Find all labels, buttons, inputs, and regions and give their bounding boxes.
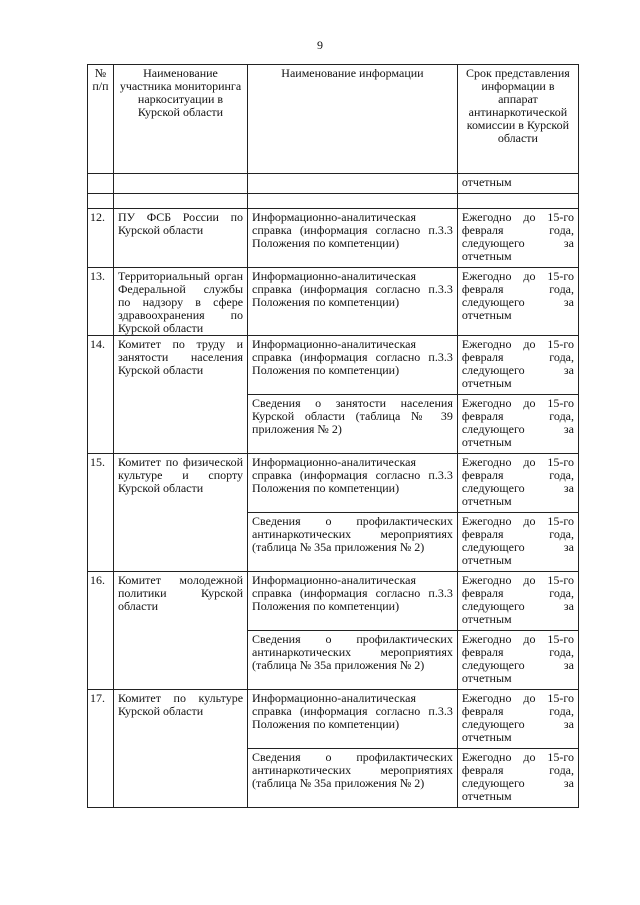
header-info: Наименование информации [248,65,458,174]
information-name: Информационно-аналитическая справка (информация согласно п.3.3 Положения по компетенции) [248,454,458,513]
continuation-row [88,174,579,194]
information-name: Сведения о профилактических антинаркотических мероприятиях (таблица № 35а приложения № 2) [248,631,458,690]
table-row [88,572,579,631]
submission-term: Ежегодно до 15-го февраля года, следующего за отчетным [457,395,578,454]
information-name: Информационно-аналитическая справка (информация согласно п.3.3 Положения по компетенции) [248,690,458,749]
information-name: Информационно-аналитическая справка (информация согласно п.3.3 Положения по компетенции) [248,268,458,336]
information-name: Сведения о профилактических антинаркотических мероприятиях (таблица № 35а приложения № 2) [248,749,458,808]
submission-term: Ежегодно до 15-го февраля года, следующего за отчетным [457,513,578,572]
submission-term: Ежегодно до 15-го февраля года, следующего за отчетным [457,690,578,749]
participant-name: Комитет молодежной политики Курской области [113,572,247,690]
table-row [88,690,579,749]
continuation-num [88,174,114,194]
participant-name: ПУ ФСБ России по Курской области [113,209,247,268]
row-number: 16. [88,572,114,690]
header-num: № п/п [88,65,114,174]
submission-term: Ежегодно до 15-го февраля года, следующего за отчетным [457,454,578,513]
continuation-info [248,174,458,194]
row-number: 13. [88,268,114,336]
participant-name: Комитет по труду и занятости населения Курской области [113,336,247,454]
page-number: 9 [317,38,323,52]
row-number: 14. [88,336,114,454]
continuation-participant [113,174,247,194]
submission-term: Ежегодно до 15-го февраля года, следующего за отчетным [457,631,578,690]
submission-term: Ежегодно до 15-го февраля года, следующего за отчетным [457,268,578,336]
table-header-row [88,65,579,174]
submission-term: Ежегодно до 15-го февраля года, следующего за отчетным [457,749,578,808]
information-name: Информационно-аналитическая справка (информация согласно п.3.3 Положения по компетенции) [248,336,458,395]
header-term: Срок представления информации в аппарат антинаркотической комиссии в Курской области [457,65,578,174]
participant-name: Комитет по физической культуре и спорту Курской области [113,454,247,572]
information-name: Сведения о профилактических антинаркотических мероприятиях (таблица № 35а приложения № 2) [248,513,458,572]
table-row [88,209,579,268]
row-number: 17. [88,690,114,808]
header-participant: Наименование участника мониторинга наркоситуации в Курской области [113,65,247,174]
submission-term: Ежегодно до 15-го февраля года, следующего за отчетным [457,336,578,395]
submission-term: Ежегодно до 15-го февраля года, следующего за отчетным [457,572,578,631]
participant-name: Территориальный орган Федеральной службы по надзору в сфере здравоохранения по Курской области [113,268,247,336]
row-number: 15. [88,454,114,572]
participant-name: Комитет по культуре Курской области [113,690,247,808]
table-row [88,454,579,513]
continuation-term: отчетным [457,174,578,194]
information-name: Информационно-аналитическая справка (информация согласно п.3.3 Положения по компетенции) [248,209,458,268]
monitoring-table [87,64,579,808]
table-row [88,268,579,336]
table-row [88,336,579,395]
information-name: Сведения о занятости населения Курской области (таблица № 39 приложения № 2) [248,395,458,454]
information-name: Информационно-аналитическая справка (информация согласно п.3.3 Положения по компетенции) [248,572,458,631]
submission-term: Ежегодно до 15-го февраля года, следующего за отчетным [457,209,578,268]
row-number: 12. [88,209,114,268]
spacer-row [88,194,579,209]
